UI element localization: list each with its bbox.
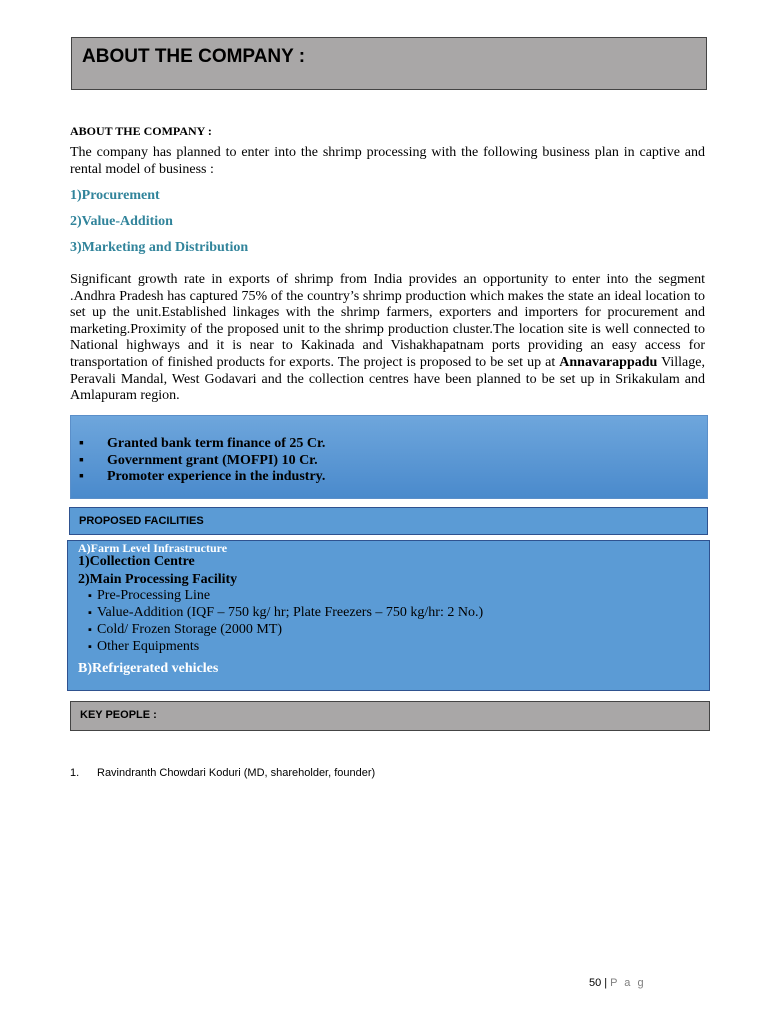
facility-item-text: Pre-Processing Line xyxy=(97,588,211,603)
bullet-icon: ▪ xyxy=(79,436,84,451)
main-processing-heading: 2)Main Processing Facility xyxy=(78,572,238,587)
key-people-title: KEY PEOPLE : xyxy=(80,709,157,721)
proposed-facilities-header xyxy=(69,507,708,535)
list-item xyxy=(88,639,199,655)
list-item xyxy=(79,469,325,486)
bullet-icon: ▪ xyxy=(88,607,92,619)
key-people-header xyxy=(70,701,710,731)
facilities-box xyxy=(67,540,710,691)
highlight-text: Granted bank term finance of 25 Cr. xyxy=(107,436,326,451)
plan-item-procurement: 1)Procurement xyxy=(70,188,160,203)
intro-paragraph: The company has planned to enter into the shrimp processing with the following business plan in captive and rental model of business : xyxy=(70,145,705,177)
refrigerated-vehicles-heading: B)Refrigerated vehicles xyxy=(78,661,219,676)
page-label: P a g xyxy=(610,977,646,989)
key-person-name: Ravindranth Chowdari Koduri (MD, shareholder, founder) xyxy=(97,767,376,779)
footer-separator: | xyxy=(604,977,608,989)
page-number: 50 xyxy=(589,977,602,989)
bullet-icon: ▪ xyxy=(79,469,84,484)
list-item xyxy=(88,588,210,604)
list-item xyxy=(79,436,325,453)
proposed-facilities-title: PROPOSED FACILITIES xyxy=(79,515,204,527)
body-paragraph xyxy=(70,272,705,405)
bullet-icon: ▪ xyxy=(88,641,92,653)
bullet-icon: ▪ xyxy=(88,624,92,636)
page-title-box xyxy=(71,37,707,90)
collection-centre-heading: 1)Collection Centre xyxy=(78,554,195,569)
list-item xyxy=(88,622,282,638)
page-footer xyxy=(589,977,646,989)
page-title: ABOUT THE COMPANY : xyxy=(82,46,306,67)
highlight-text: Promoter experience in the industry. xyxy=(107,469,326,484)
farm-level-heading: A)Farm Level Infrastructure xyxy=(78,541,228,555)
highlights-box xyxy=(70,415,708,499)
section-subheading: ABOUT THE COMPANY : xyxy=(70,124,212,138)
highlights-list xyxy=(79,436,325,486)
location-name: Annavarappadu xyxy=(559,354,658,370)
list-number: 1. xyxy=(70,767,80,779)
plan-item-marketing: 3)Marketing and Distribution xyxy=(70,240,249,255)
bullet-icon: ▪ xyxy=(79,452,84,468)
body-text-end: Village, Peravali Mandal, West Godavari and the collection centres have been planned to be set up in Srikakulam and Amlapuram region. xyxy=(70,354,705,404)
facility-item-text: Other Equipments xyxy=(97,639,200,654)
bullet-icon: ▪ xyxy=(88,590,92,602)
list-item xyxy=(79,453,325,470)
plan-item-value-addition: 2)Value-Addition xyxy=(70,214,173,229)
highlight-text: Government grant (MOFPI) 10 Cr. xyxy=(107,452,318,468)
body-text-start: Significant growth rate in exports of shrimp from India provides an opportunity to enter into the segment .Andhra Pradesh has captured 75% of the country’s shrimp production which makes the state an ideal location to set up the unit.Established linkages with the shrimp farmers, exporters and importers for procurement and marketing.Proximity of the proposed unit to the shrimp production cluster.The location site is well connected to National highways and it is near to Kakinada and Vishakhapatnam ports providing an easy access for transportation of finished products for exports. The project is proposed to be set up at xyxy=(70,272,705,370)
facility-item-text: Cold/ Frozen Storage (2000 MT) xyxy=(97,622,283,637)
facility-item-text: Value-Addition (IQF – 750 kg/ hr; Plate Freezers – 750 kg/hr: 2 No.) xyxy=(97,605,484,620)
list-item xyxy=(88,605,483,621)
